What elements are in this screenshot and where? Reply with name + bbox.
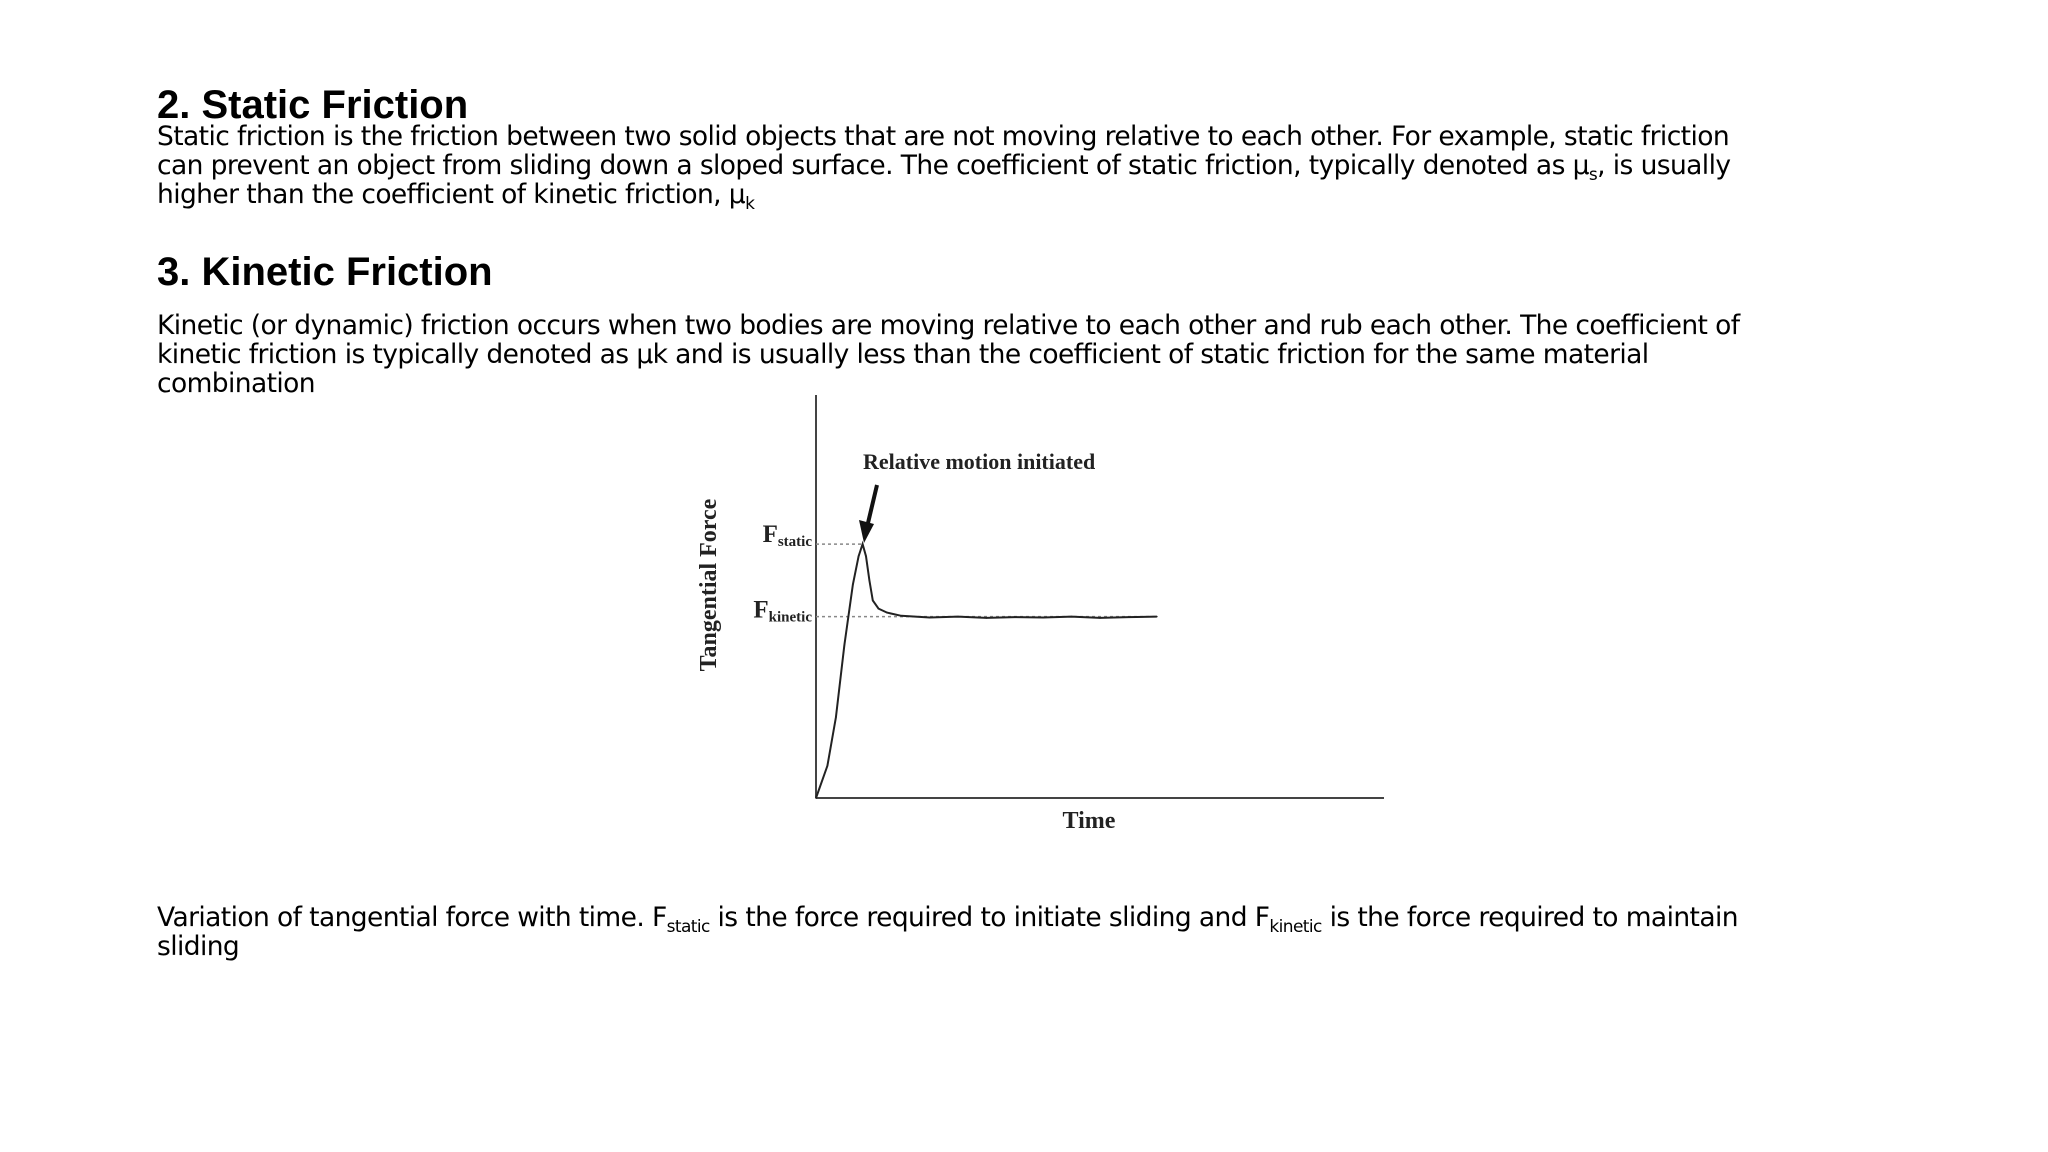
data-point <box>1156 616 1158 618</box>
data-point <box>1099 617 1101 619</box>
data-point <box>869 580 871 582</box>
data-point <box>886 612 888 614</box>
paragraph-static-friction: Static friction is the friction between two solid objects that are not moving relative to each other. For example, static friction can prevent an object from sliding down a sloped surface. The coefficient of static friction, typically denoted as $\mu_s$, is usually higher than the coefficient of kinetic friction, $\mu_k$ <box>157 121 1731 214</box>
data-point <box>862 543 864 545</box>
annotation-arrow-shaft <box>868 485 877 523</box>
reference-label-kinetic: Fkinetic <box>753 596 812 626</box>
subscript: kinetic <box>1269 917 1322 937</box>
figure-caption: Variation of tangential force with time. $F_{static}$ is the force required to initiate sliding and $F_{kinetic}$ is the force required to maintain sliding <box>157 902 1738 962</box>
data-point <box>1014 616 1016 618</box>
data-point <box>957 616 959 618</box>
data-point <box>1042 617 1044 619</box>
data-point <box>872 600 874 602</box>
x-axis-label: Time <box>1062 808 1116 834</box>
data-point <box>852 584 854 586</box>
annotation-relative-motion: Relative motion initiated <box>863 449 1096 474</box>
data-point <box>1128 616 1130 618</box>
reference-label-static: Fstatic <box>762 521 812 551</box>
curve-points <box>815 543 1157 799</box>
data-point <box>986 617 988 619</box>
subscript: static <box>666 917 710 937</box>
heading-static-friction: 2. Static Friction <box>157 83 469 127</box>
paragraph-kinetic-friction: Kinetic (or dynamic) friction occurs when two bodies are moving relative to each other and rub each other. The coefficient of kinetic friction is typically denoted as μk and is usually less than the coefficient of static friction for the same material combination <box>157 310 1740 399</box>
series-line-tangential-force <box>816 544 1157 798</box>
data-point <box>827 765 829 767</box>
data-point <box>929 617 931 619</box>
data-point <box>815 797 817 799</box>
data-point <box>878 608 880 610</box>
data-point <box>835 717 837 719</box>
heading-kinetic-friction: 3. Kinetic Friction <box>157 250 493 294</box>
data-point <box>844 644 846 646</box>
data-point <box>1071 616 1073 618</box>
subscript: k <box>745 194 755 214</box>
y-axis-label: Tangential Force <box>696 498 722 672</box>
data-point <box>900 615 902 617</box>
annotation-arrow-head <box>859 520 874 543</box>
subscript: s <box>1588 165 1598 185</box>
data-point <box>865 555 867 557</box>
data-point <box>858 555 860 557</box>
